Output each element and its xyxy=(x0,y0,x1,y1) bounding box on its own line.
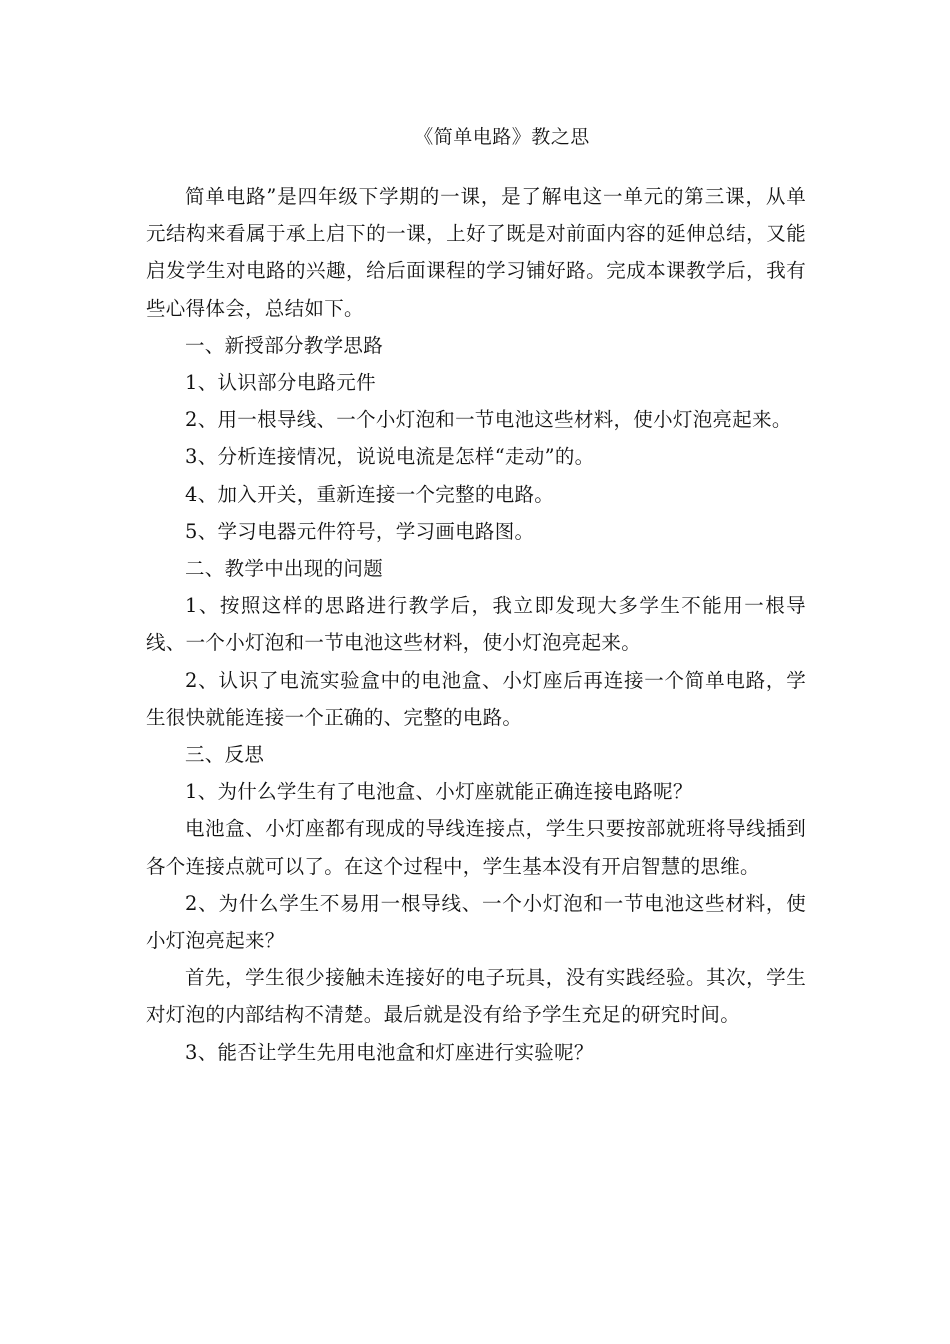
question-item: 2、为什么学生不易用一根导线、一个小灯泡和一节电池这些材料，使小灯泡亮起来？ xyxy=(146,891,806,953)
document-title: 《简单电路》教之思 xyxy=(414,126,590,148)
list-item: 1、认识部分电路元件 xyxy=(185,371,376,395)
document-page xyxy=(146,120,806,1071)
list-item: 5、学习电器元件符号，学习画电路图。 xyxy=(185,519,535,543)
question-item: 1、为什么学生有了电池盒、小灯座就能正确连接电路呢？ xyxy=(185,780,693,804)
answer-paragraph: 电池盒、小灯座都有现成的导线连接点，学生只要按部就班将导线插到各个连接点就可以了。在这个过程中，学生基本没有开启智慧的思维。 xyxy=(146,817,806,878)
list-item: 2、认识了电流实验盒中的电池盒、小灯座后再连接一个简单电路，学生很快就能连接一个正确的、完整的电路。 xyxy=(146,668,806,729)
paragraph-intro: 简单电路”是四年级下学期的一课，是了解电这一单元的第三课，从单元结构来看属于承上启下的一课，上好了既是对前面内容的延伸总结，又能启发学生对电路的兴趣，给后面课程的学习铺好路。完成本课教学后，我有些心得体会，总结如下。 xyxy=(146,185,806,320)
list-item: 3、分析连接情况，说说电流是怎样“走动”的。 xyxy=(185,445,595,469)
list-item: 2、用一根导线、一个小灯泡和一节电池这些材料，使小灯泡亮起来。 xyxy=(185,408,792,432)
heading-section-1: 一、新授部分教学思路 xyxy=(185,333,384,357)
answer-paragraph: 首先，学生很少接触未连接好的电子玩具，没有实践经验。其次，学生对灯泡的内部结构不清楚。最后就是没有给予学生充足的研究时间。 xyxy=(146,966,806,1027)
heading-section-3: 三、反思 xyxy=(185,743,265,767)
list-item: 1、按照这样的思路进行教学后，我立即发现大多学生不能用一根导线、一个小灯泡和一节电池这些材料，使小灯泡亮起来。 xyxy=(146,594,806,655)
heading-section-2: 二、教学中出现的问题 xyxy=(185,557,384,581)
list-item: 4、加入开关，重新连接一个完整的电路。 xyxy=(185,482,555,506)
question-item: 3、能否让学生先用电池盒和灯座进行实验呢？ xyxy=(185,1040,594,1064)
